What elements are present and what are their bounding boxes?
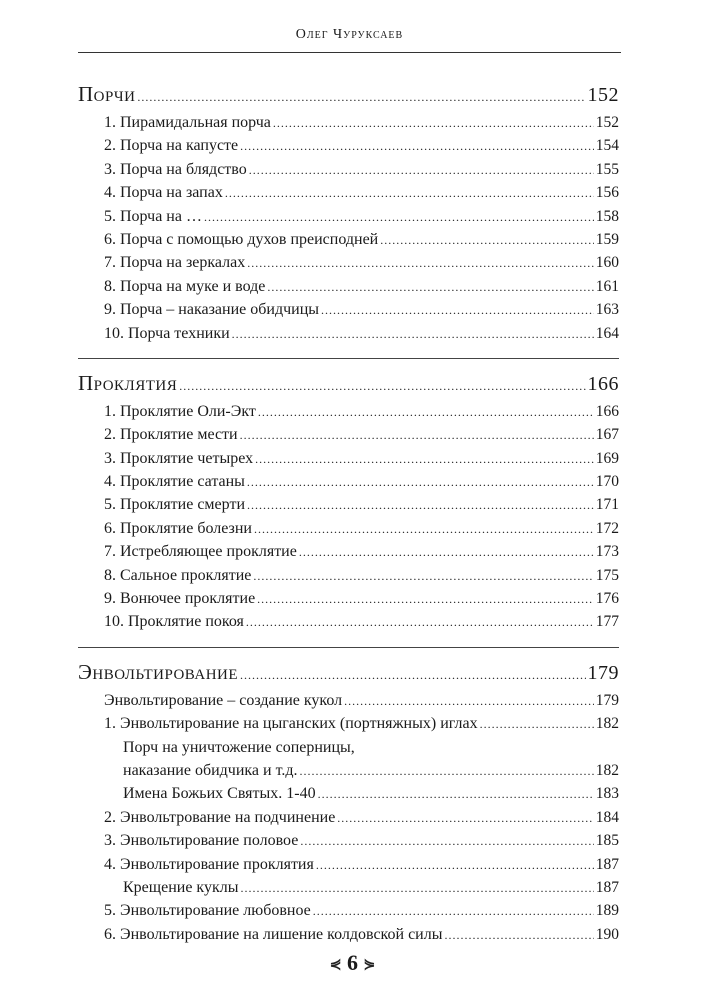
toc-entry[interactable] (78, 161, 619, 184)
toc-entry[interactable] (78, 715, 619, 738)
entry-label: 1. Проклятие Оли-Экт (104, 402, 256, 420)
entry-label: 9. Вонючее проклятие (104, 590, 256, 608)
entry-label: 3. Проклятие четырех (104, 449, 254, 467)
dot-leader (316, 858, 594, 873)
ornament-right-icon: ⋟ (363, 957, 376, 973)
toc-entry[interactable] (78, 902, 619, 925)
entry-page-number: 152 (595, 114, 619, 131)
toc-entry[interactable] (78, 114, 619, 137)
toc-entry[interactable] (78, 403, 619, 426)
table-of-contents (78, 82, 619, 949)
entry-label: 2. Энвольтрование на подчинение (104, 808, 336, 826)
dot-leader (299, 545, 594, 560)
toc-entry[interactable] (78, 208, 619, 231)
toc-entry[interactable] (78, 426, 619, 449)
entry-label: 9. Порча – наказание обидчицы (104, 301, 320, 319)
dot-leader (344, 694, 594, 709)
toc-entry[interactable] (78, 856, 619, 879)
dot-leader (247, 475, 594, 490)
entry-label: 2. Порча на капусте (104, 137, 239, 155)
toc-entry[interactable] (78, 543, 619, 566)
dot-leader (313, 904, 594, 919)
entry-label: 4. Порча на запах (104, 184, 223, 202)
toc-entry[interactable] (78, 325, 619, 348)
toc-entry[interactable] (78, 496, 619, 519)
entry-page-number: 167 (595, 426, 619, 444)
entry-page-number: 183 (595, 785, 619, 803)
entry-page-number: 166 (595, 402, 619, 420)
toc-entry[interactable] (78, 785, 619, 808)
entry-label: 7. Истребляющее проклятие (104, 543, 297, 561)
toc-entry[interactable] (78, 231, 619, 254)
entry-label: Имена Божьих Святых. 1-40 (123, 785, 316, 803)
dot-leader (240, 428, 594, 443)
dot-leader (249, 163, 594, 178)
toc-section (78, 647, 619, 949)
dot-leader (204, 210, 594, 225)
entry-label: 10. Проклятие покоя (104, 613, 244, 631)
entry-label: 5. Проклятие смерти (104, 496, 245, 514)
entry-page-number: 160 (595, 254, 619, 272)
entry-label: Крещение куклы (123, 878, 239, 896)
dot-leader (137, 90, 585, 105)
dot-leader (240, 668, 585, 683)
entry-label: наказание обидчика и т.д. (123, 761, 298, 779)
toc-entry[interactable] (78, 590, 619, 613)
entry-page-number: 172 (595, 519, 619, 537)
entry-label: 2. Проклятие мести (104, 426, 238, 444)
dot-leader (240, 139, 594, 154)
entry-page-number: 154 (595, 137, 619, 155)
toc-section-heading[interactable] (78, 371, 619, 403)
entry-page-number: 169 (595, 449, 619, 467)
entry-page-number: 187 (595, 855, 619, 873)
dot-leader (232, 327, 594, 342)
section-page-number: 166 (587, 372, 619, 395)
dot-leader (254, 522, 594, 537)
entry-label: 3. Порча на блядство (104, 160, 247, 178)
entry-page-number: 176 (595, 590, 619, 608)
toc-entry[interactable] (78, 739, 619, 762)
entry-label: Порч на уничтожение соперницы, (123, 738, 355, 756)
entry-page-number: 173 (595, 543, 619, 561)
dot-leader (179, 379, 585, 394)
toc-entry[interactable] (78, 254, 619, 277)
dot-leader (444, 928, 593, 943)
dot-leader (480, 717, 594, 732)
entry-label: 8. Порча на муке и воде (104, 277, 266, 295)
entry-label: 3. Энвольтирование половое (104, 832, 299, 850)
entry-page-number: 170 (595, 473, 619, 491)
entry-page-number: 190 (595, 925, 619, 943)
dot-leader (321, 303, 594, 318)
dot-leader (247, 498, 594, 513)
entry-label: 6. Энвольтирование на лишение колдовской силы (104, 925, 443, 943)
entry-label: 7. Порча на зеркалах (104, 254, 246, 272)
entry-page-number: 185 (595, 832, 619, 850)
entry-label: 6. Порча с помощью духов преисподней (104, 230, 379, 248)
entry-page-number: 179 (595, 691, 619, 709)
toc-section (78, 358, 619, 637)
dot-leader (380, 233, 594, 248)
section-title: Энвольтирование (78, 659, 239, 684)
toc-entry[interactable] (78, 184, 619, 207)
page-number: 6 (347, 950, 358, 975)
dot-leader (257, 592, 594, 607)
entry-page-number: 182 (595, 761, 619, 779)
entry-page-number: 156 (595, 184, 619, 202)
dot-leader (246, 615, 594, 630)
entry-page-number: 171 (595, 496, 619, 514)
section-title: Порчи (78, 82, 136, 106)
section-title: Проклятия (78, 370, 178, 395)
entry-page-number: 163 (595, 301, 619, 319)
toc-entry[interactable] (78, 613, 619, 636)
dot-leader (247, 256, 594, 271)
toc-entry[interactable] (78, 832, 619, 855)
dot-leader (300, 764, 594, 779)
entry-label: 10. Порча техники (104, 324, 230, 342)
running-head-author: Олег Чуруксаев (295, 27, 404, 42)
toc-entry[interactable] (78, 692, 619, 715)
toc-entry[interactable] (78, 450, 619, 473)
entry-page-number: 184 (595, 808, 619, 826)
entry-label: 4. Энвольтирование проклятия (104, 855, 314, 873)
entry-page-number: 177 (595, 613, 619, 631)
entry-page-number: 187 (595, 878, 619, 896)
toc-entry[interactable] (78, 301, 619, 324)
dot-leader (253, 569, 593, 584)
toc-entry[interactable] (78, 567, 619, 590)
toc-section-heading[interactable] (78, 82, 619, 114)
dot-leader (240, 881, 593, 896)
entry-page-number: 158 (595, 207, 619, 225)
ornament-left-icon: ⋞ (329, 957, 342, 973)
entry-label: 1. Пирамидальная порча (104, 114, 271, 131)
page-footer (0, 950, 705, 976)
entry-label: 1. Энвольтирование на цыганских (портняжных) иглах (104, 715, 478, 733)
entry-page-number: 189 (595, 902, 619, 920)
toc-entry[interactable] (78, 520, 619, 543)
toc-entry[interactable] (78, 762, 619, 785)
section-page-number: 179 (587, 661, 619, 684)
toc-entry[interactable] (78, 278, 619, 301)
header-rule (78, 52, 621, 53)
entry-page-number: 161 (595, 277, 619, 295)
entry-label: 6. Проклятие болезни (104, 519, 252, 537)
dot-leader (267, 280, 593, 295)
toc-entry[interactable] (78, 137, 619, 160)
dot-leader (337, 811, 593, 826)
toc-entry[interactable] (78, 809, 619, 832)
entry-page-number: 159 (595, 230, 619, 248)
entry-label: Энвольтирование – создание кукол (104, 691, 343, 709)
entry-page-number: 175 (595, 566, 619, 584)
toc-section (78, 82, 619, 348)
dot-leader (255, 452, 594, 467)
entry-label: 5. Порча на … (104, 207, 202, 225)
toc-entry[interactable] (78, 879, 619, 902)
section-page-number: 152 (587, 84, 619, 106)
toc-entry[interactable] (78, 473, 619, 496)
toc-entry[interactable] (78, 926, 619, 949)
entry-label: 5. Энвольтирование любовное (104, 902, 311, 920)
entry-label: 4. Проклятие сатаны (104, 473, 245, 491)
dot-leader (300, 834, 593, 849)
dot-leader (273, 116, 594, 131)
entry-page-number: 164 (595, 324, 619, 342)
entry-page-number: 182 (595, 715, 619, 733)
dot-leader (318, 787, 594, 802)
entry-label: 8. Сальное проклятие (104, 566, 252, 584)
dot-leader (258, 405, 594, 420)
dot-leader (225, 186, 594, 201)
entry-page-number: 155 (595, 160, 619, 178)
toc-section-heading[interactable] (78, 660, 619, 692)
